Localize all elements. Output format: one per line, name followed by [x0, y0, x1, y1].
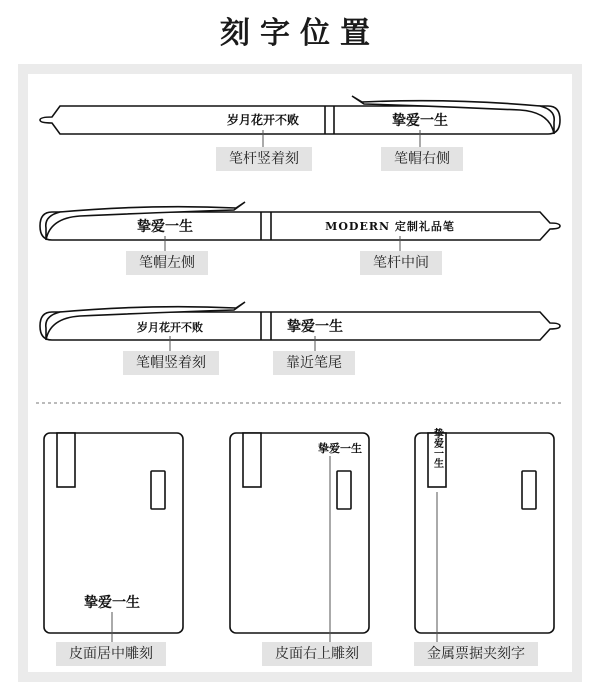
label-notebook-3: 金属票据夹刻字	[414, 642, 538, 666]
label-pen-1-b: 笔帽右侧	[381, 147, 463, 171]
pen-2-engraving-b: MODERN 定制礼品笔	[325, 220, 455, 233]
pen-2-engraving-a: 挚爱一生	[137, 219, 193, 235]
label-notebook-2: 皮面右上雕刻	[262, 642, 372, 666]
notebook-2-clip	[243, 433, 261, 487]
notebook-2	[230, 433, 369, 633]
notebook-1-clip	[57, 433, 75, 487]
pen-1-body	[40, 106, 560, 134]
notebook-2-strap	[337, 471, 351, 509]
pen-2	[40, 202, 560, 240]
label-pen-3-b: 靠近笔尾	[273, 351, 355, 375]
label-pen-1-a: 笔杆竖着刻	[216, 147, 312, 171]
label-pen-2-b: 笔杆中间	[360, 251, 442, 275]
pen-2-body	[40, 212, 560, 240]
notebook-3-strap	[522, 471, 536, 509]
pen-3-engraving-b: 挚爱一生	[287, 319, 343, 335]
page-title: 刻字位置	[220, 16, 380, 51]
label-pen-2-a: 笔帽左侧	[126, 251, 208, 275]
notebook-1-strap	[151, 471, 165, 509]
label-pen-3-a: 笔帽竖着刻	[123, 351, 219, 375]
label-notebook-1: 皮面居中雕刻	[56, 642, 166, 666]
pen-1-engraving-b: 挚爱一生	[392, 113, 448, 129]
notebook-3-engraving: 挚爱一生	[431, 428, 443, 468]
notebook-1-engraving: 挚爱一生	[84, 595, 140, 611]
pen-1-engraving-a: 岁月花开不败	[226, 113, 300, 127]
pen-1	[40, 96, 560, 134]
pen-3-engraving-a: 岁月花开不败	[137, 321, 203, 334]
notebook-2-engraving: 挚爱一生	[318, 442, 362, 455]
